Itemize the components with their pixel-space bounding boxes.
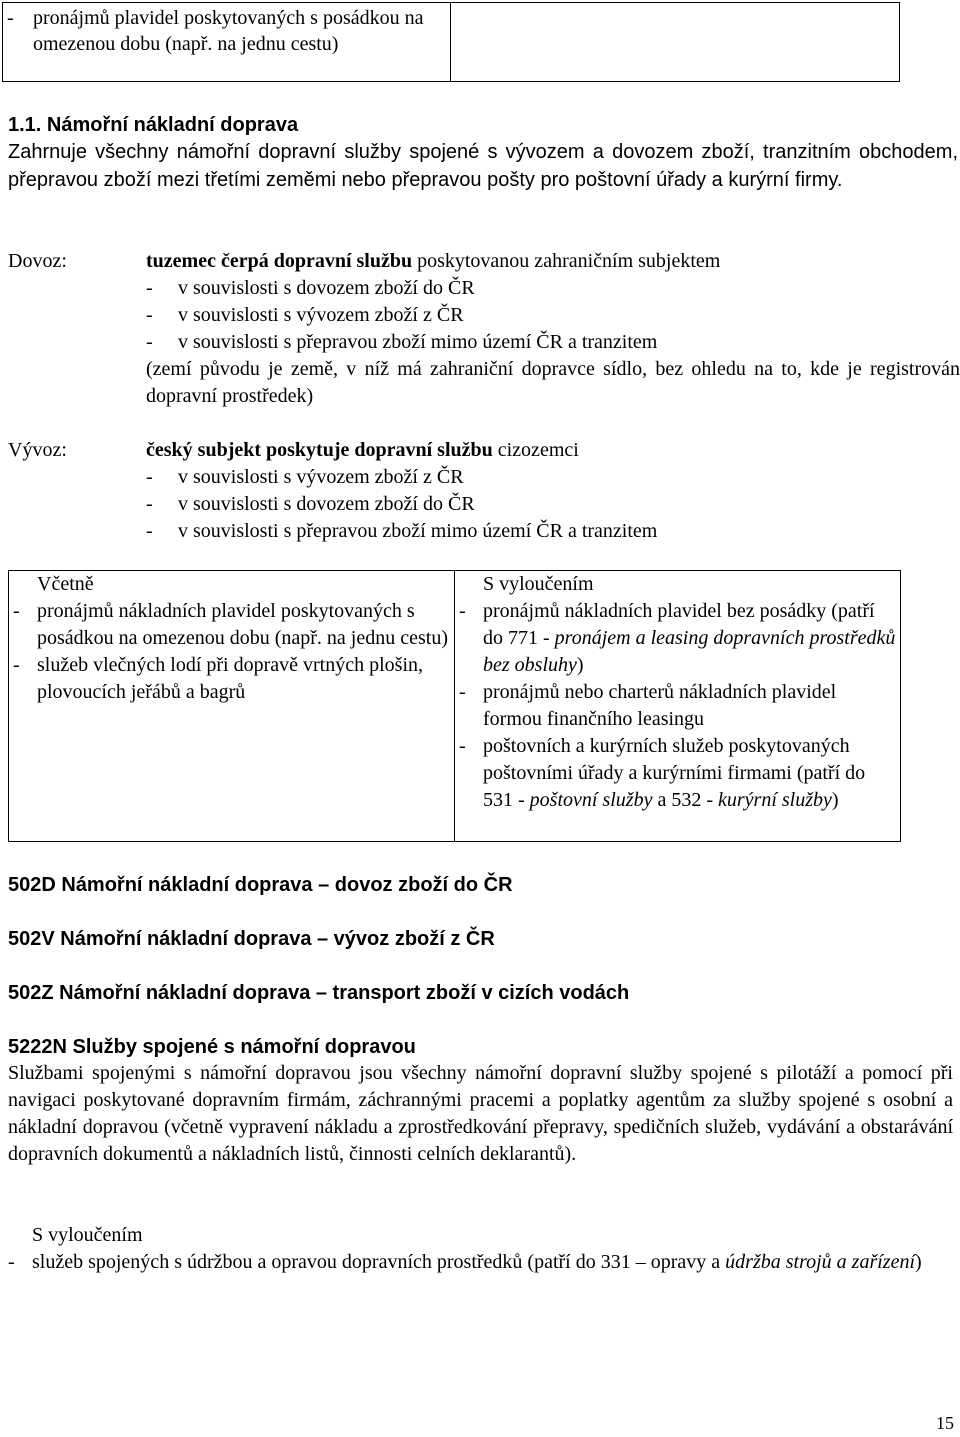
dovoz-lead-rest: poskytovanou zahraničním subjektem bbox=[412, 250, 721, 272]
excluding-item-italic: kurýrní služby bbox=[718, 789, 832, 811]
vyvoz-item: - v souvislosti s přepravou zboží mimo území ČR a tranzitem bbox=[146, 518, 960, 545]
top-table-left-cell bbox=[3, 3, 451, 81]
vyvoz-lead-rest: cizozemci bbox=[492, 439, 579, 461]
dovoz-item: - v souvislosti s dovozem zboží do ČR bbox=[146, 275, 960, 302]
final-exclusion-item bbox=[8, 1249, 953, 1276]
including-cell bbox=[9, 571, 455, 841]
final-exclusion-end: ) bbox=[915, 1251, 922, 1273]
final-exclusion-list bbox=[8, 1249, 953, 1276]
final-exclusion-text: služeb spojených s údržbou a opravou dopravních prostředků (patří do 331 – opravy a bbox=[32, 1251, 726, 1273]
final-exclusion-title: S vyloučením bbox=[32, 1224, 143, 1246]
excluding-item: - pronájmů nebo charterů nákladních plavidel formou finančního leasingu bbox=[459, 679, 896, 733]
top-table-list bbox=[7, 5, 446, 57]
section-heading: 1.1. Námořní nákladní doprava bbox=[8, 114, 299, 136]
excluding-item-mid: a 532 - bbox=[652, 789, 718, 811]
services-paragraph: Službami spojenými s námořní dopravou jsou všechny námořní dopravní služby spojené s pilotáží a pomocí při navigaci poskytované dopravním firmám, záchrannými pracemi a poplatky agentům za služby spojené s osobní a nákladní dopravou (včetně vypravení nákladu a zprostředkování přepravy, spedičních služeb, vydávání a obstarávání dopravních dokumentů a nákladních listů, činnosti celních deklarantů). bbox=[8, 1062, 953, 1165]
dovoz-label: Dovoz: bbox=[8, 250, 67, 272]
vyvoz-lead-bold: český subjekt poskytuje dopravní službu bbox=[146, 439, 493, 461]
dovoz-body bbox=[146, 248, 960, 410]
dovoz-lead bbox=[146, 248, 960, 275]
excluding-item-end: ) bbox=[831, 789, 839, 811]
section-intro: Zahrnuje všechny námořní dopravní služby spojené s vývozem a dovozem zboží, tranzitním obchodem, přepravou zboží mezi třetími zeměmi nebo přepravou pošty pro poštovní úřady a kurýrní firmy. bbox=[8, 141, 958, 191]
top-table bbox=[2, 2, 900, 82]
vyvoz-list bbox=[146, 464, 960, 545]
excluding-item-italic: poštovní služby bbox=[529, 789, 653, 811]
including-item: - pronájmů nákladních plavidel poskytovaných s posádkou na omezenou dobu (např. na jednu cestu) bbox=[13, 598, 450, 652]
dovoz-list bbox=[146, 275, 960, 356]
dovoz-item: - v souvislosti s vývozem zboží z ČR bbox=[146, 302, 960, 329]
including-title: Včetně bbox=[37, 573, 94, 595]
vyvoz-item: - v souvislosti s dovozem zboží do ČR bbox=[146, 491, 960, 518]
excluding-cell bbox=[455, 571, 900, 841]
vyvoz-item: - v souvislosti s vývozem zboží z ČR bbox=[146, 464, 960, 491]
including-list bbox=[13, 598, 450, 706]
excluding-item-italic: pronájem a leasing dopravních prostředků bez obsluhy bbox=[483, 627, 896, 676]
page-number: 15 bbox=[936, 1413, 954, 1433]
final-exclusion bbox=[8, 1222, 953, 1276]
code-heading: 502Z Námořní nákladní doprava – transport zboží v cizích vodách bbox=[8, 982, 630, 1004]
including-item: - služeb vlečných lodí při dopravě vrtných plošin, plovoucích jeřábů a bagrů bbox=[13, 652, 450, 706]
excluding-item bbox=[459, 733, 896, 814]
final-exclusion-italic: údržba strojů a zařízení bbox=[725, 1251, 915, 1273]
excluding-item bbox=[459, 598, 896, 679]
excluding-title: S vyloučením bbox=[483, 573, 594, 595]
excluding-list bbox=[459, 598, 896, 814]
dovoz-note: (zemí původu je země, v níž má zahraniční dopravce sídlo, bez ohledu na to, kde je registrován dopravní prostředek) bbox=[146, 358, 960, 407]
dovoz-item: - v souvislosti s přepravou zboží mimo území ČR a tranzitem bbox=[146, 329, 960, 356]
inclusion-table bbox=[8, 570, 901, 842]
code-heading: 502D Námořní nákladní doprava – dovoz zboží do ČR bbox=[8, 874, 513, 896]
vyvoz-body bbox=[146, 437, 960, 545]
vyvoz-lead bbox=[146, 437, 960, 464]
dovoz-lead-bold: tuzemec čerpá dopravní službu bbox=[146, 250, 413, 272]
excluding-item-text: poštovních a kurýrních služeb poskytovaných poštovními úřady a kurýrními firmami (patří do 531 - bbox=[483, 735, 866, 811]
excluding-item-text: pronájmů nákladních plavidel bez posádky (patří do 771 - bbox=[483, 600, 875, 649]
code-heading: 5222N Služby spojené s námořní dopravou bbox=[8, 1036, 416, 1058]
code-heading: 502V Námořní nákladní doprava – vývoz zboží z ČR bbox=[8, 928, 495, 950]
top-table-item: - pronájmů plavidel poskytovaných s posádkou na omezenou dobu (např. na jednu cestu) bbox=[7, 5, 446, 57]
vyvoz-label: Vývoz: bbox=[8, 439, 67, 461]
excluding-item-end: ) bbox=[576, 654, 584, 676]
